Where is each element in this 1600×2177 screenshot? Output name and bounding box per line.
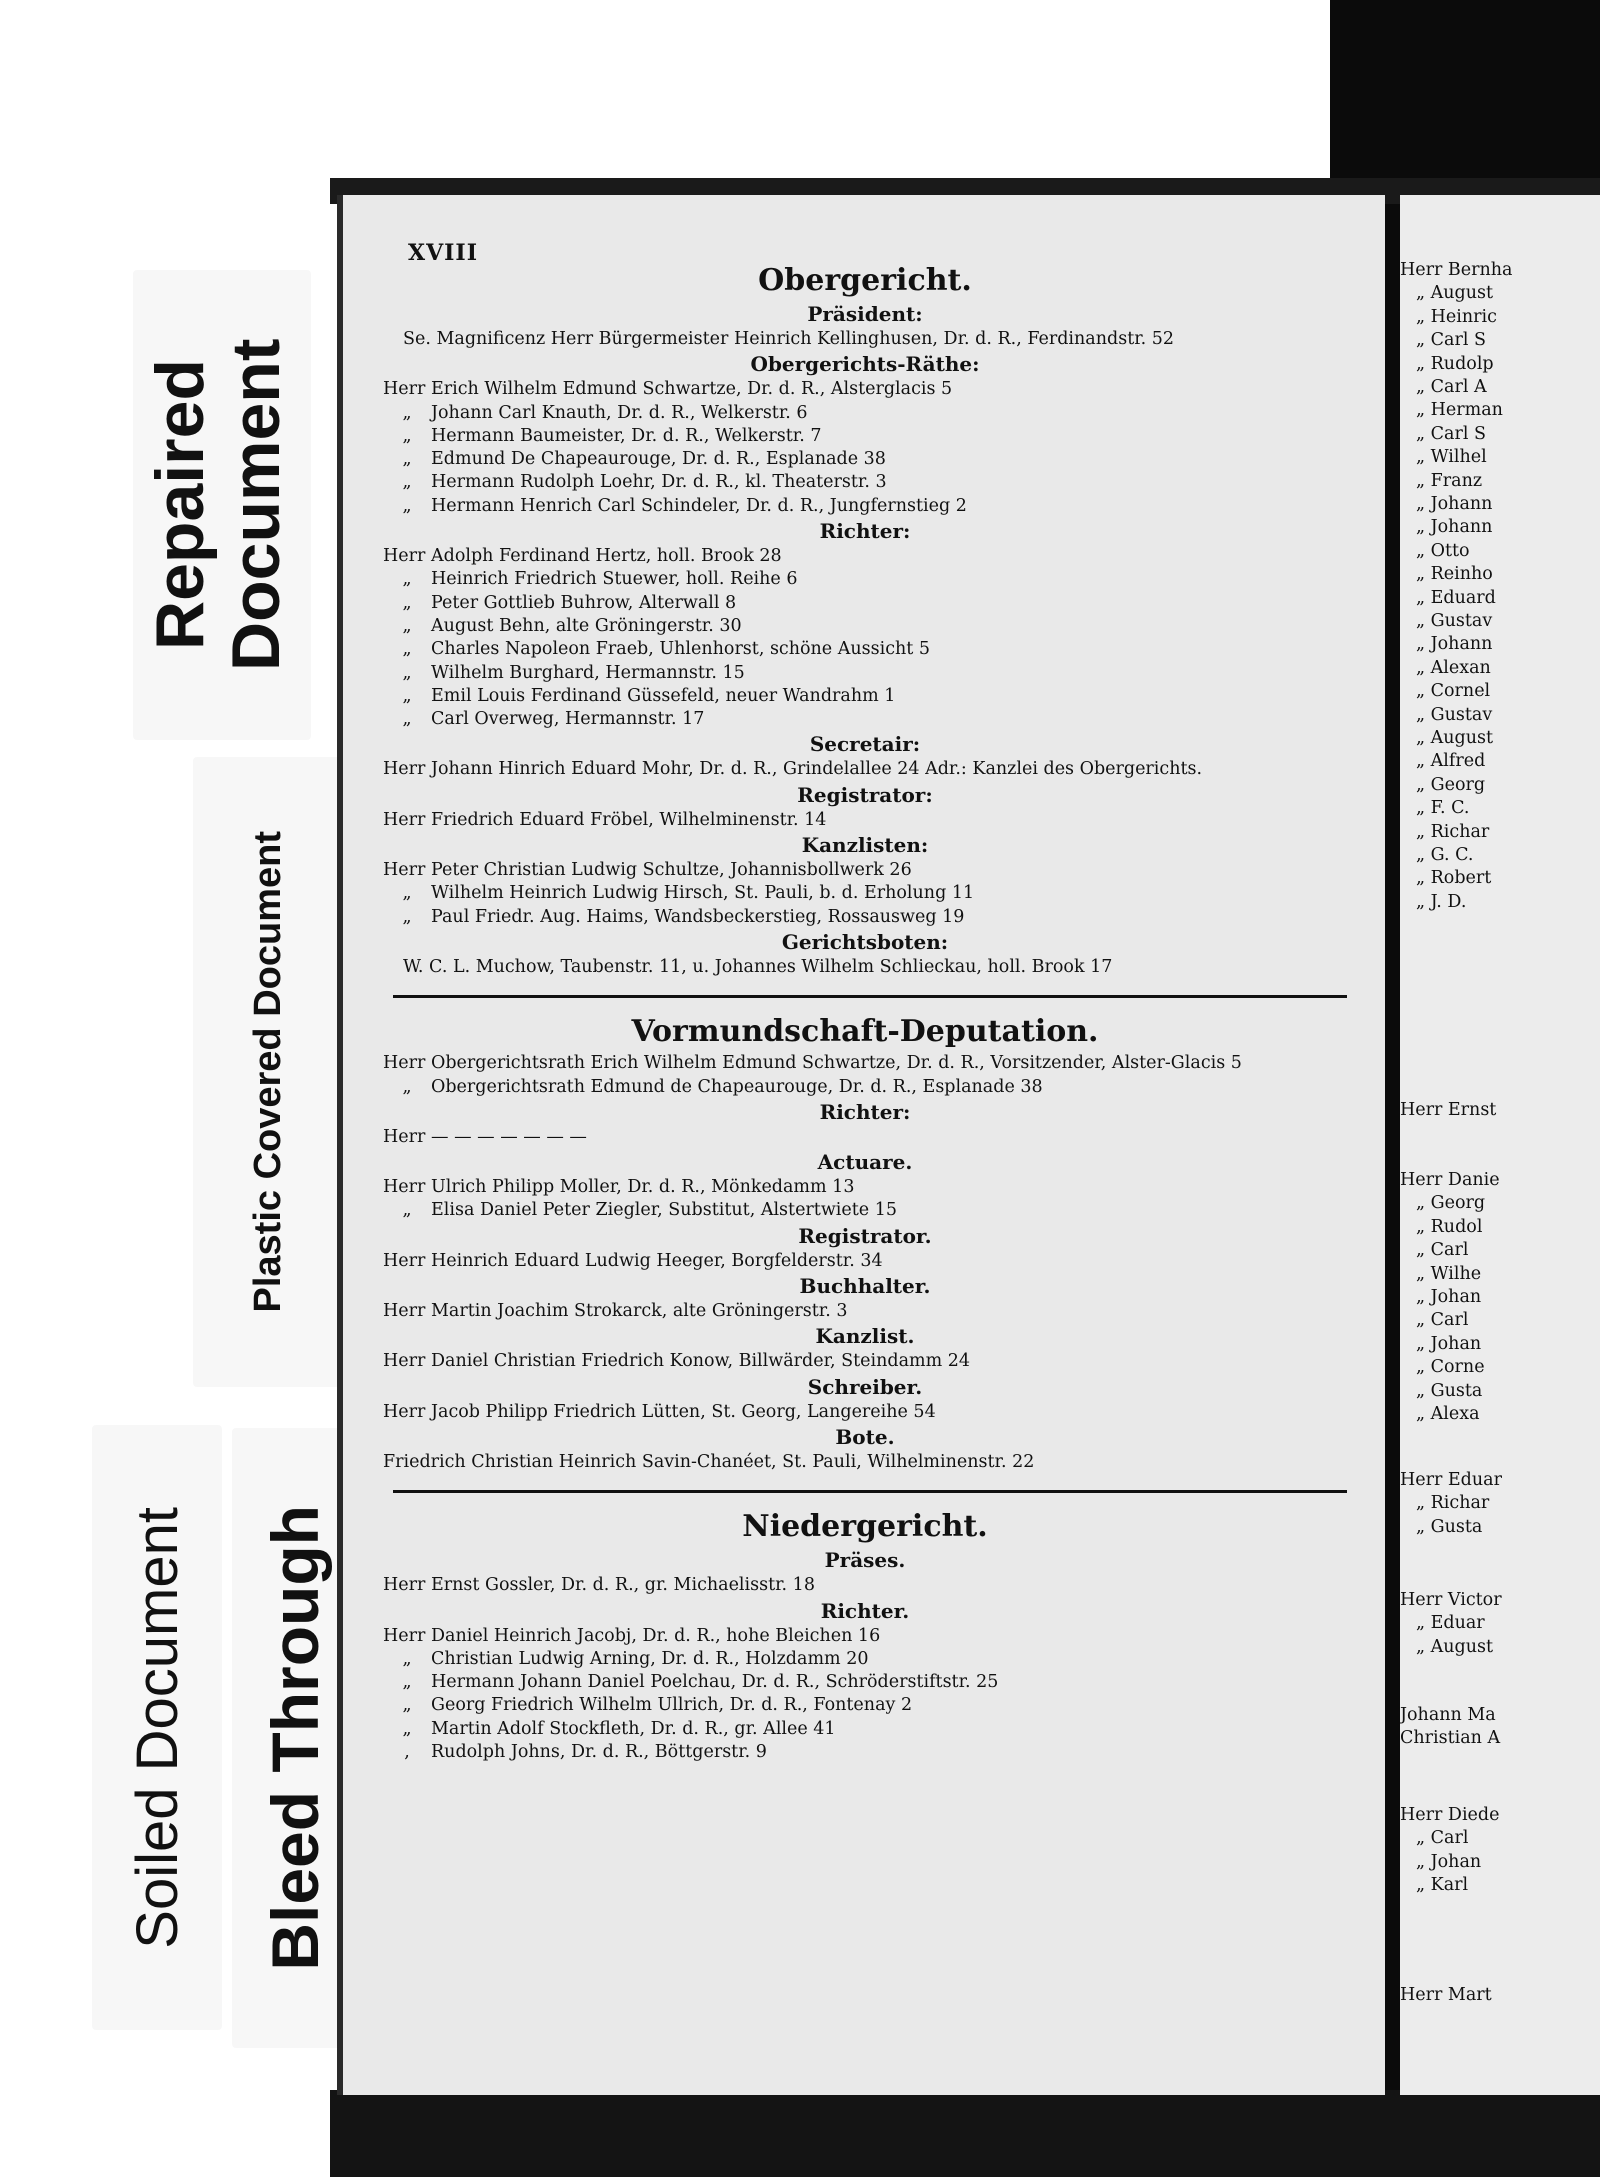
- list-item: [383, 545, 1347, 568]
- adjacent-line: „ Wilhe: [1416, 1263, 1482, 1284]
- list-item: [383, 638, 1347, 661]
- vm-richter-heading: Richter:: [819, 1099, 911, 1124]
- entry-text: Christian Ludwig Arning, Dr. d. R., Holzdamm 20: [431, 1648, 869, 1669]
- adjacent-line: „ Robert: [1416, 868, 1492, 889]
- adjacent-line: „ Eduar: [1416, 1613, 1485, 1634]
- list-item: [383, 1076, 1347, 1099]
- page-number: XVIII: [408, 240, 479, 266]
- entry-text: Wilhelm Burghard, Hermannstr. 15: [431, 662, 745, 683]
- entry-text: Paul Friedr. Aug. Haims, Wandsbeckerstieg, Rossausweg 19: [431, 906, 965, 927]
- kanzlist-entry: Herr Daniel Christian Friedrich Konow, Billwärder, Steindamm 24: [383, 1351, 971, 1372]
- adjacent-line: „ Corne: [1416, 1357, 1485, 1378]
- adjacent-line: „ Johann: [1416, 517, 1493, 538]
- entry-prefix: „: [402, 1648, 412, 1669]
- entry-text: Peter Christian Ludwig Schultze, Johannisbollwerk 26: [431, 860, 912, 881]
- adjacent-line: Johann Ma: [1400, 1705, 1496, 1725]
- praesident-heading: Präsident:: [807, 302, 923, 326]
- entry-text: Carl Overweg, Hermannstr. 17: [431, 709, 705, 730]
- schreiber-heading: Schreiber.: [807, 1374, 923, 1399]
- entry-text: Ulrich Philipp Moller, Dr. d. R., Mönkedamm 13: [431, 1177, 855, 1198]
- adjacent-line: „ J. D.: [1416, 891, 1467, 912]
- entry-prefix: Herr: [383, 1053, 426, 1074]
- registrator-heading: Registrator:: [797, 782, 933, 807]
- label-soiled-document: Soiled Document: [92, 1425, 222, 2030]
- adjacent-line: „ Georg: [1416, 774, 1486, 795]
- adjacent-line: „ Carl: [1416, 1310, 1469, 1331]
- kanzlisten-heading: Kanzlisten:: [801, 833, 929, 858]
- adjacent-line: „ Rudol: [1416, 1216, 1483, 1237]
- adjacent-line: „ Wilhel: [1416, 447, 1487, 468]
- entry-prefix: „: [402, 495, 412, 516]
- list-item: [383, 1671, 1347, 1694]
- adjacent-line: Herr Mart: [1400, 1985, 1492, 2005]
- secretair-entry: Herr Johann Hinrich Eduard Mohr, Dr. d. R., Grindelallee 24 Adr.: Kanzlei des Obergerichts.: [383, 759, 1203, 780]
- vm-richter-entry: Herr — — — — — — —: [383, 1126, 587, 1147]
- entry-text: Martin Adolf Stockfleth, Dr. d. R., gr. Allee 41: [431, 1718, 836, 1739]
- entry-prefix: „: [402, 449, 412, 470]
- entry-text: Hermann Baumeister, Dr. d. R., Welkerstr. 7: [431, 425, 822, 446]
- secretair-heading: Secretair:: [809, 732, 921, 757]
- adjacent-line: „ Carl S: [1416, 330, 1486, 351]
- entry-text: Elisa Daniel Peter Ziegler, Substitut, Alstertwiete 15: [431, 1200, 897, 1221]
- adjacent-line: „ Herman: [1416, 400, 1503, 421]
- adjacent-line: Christian A: [1400, 1728, 1501, 1749]
- entry-text: Daniel Heinrich Jacobj, Dr. d. R., hohe Bleichen 16: [431, 1625, 881, 1646]
- section-title-obergericht: Obergericht.: [758, 263, 972, 298]
- adjacent-line: „ Johann: [1416, 494, 1493, 514]
- ng-richter-heading: Richter.: [820, 1598, 910, 1623]
- adjacent-line: „ Carl A: [1416, 377, 1487, 397]
- list-item: [383, 495, 1347, 518]
- list-item: [383, 708, 1347, 731]
- adjacent-line: „ Eduard: [1416, 587, 1496, 608]
- adjacent-line: „ F. C.: [1416, 798, 1470, 819]
- entry-prefix: „: [402, 709, 412, 730]
- adjacent-line: Herr Diede: [1400, 1805, 1500, 1825]
- bote-entry: Friedrich Christian Heinrich Savin-Chanéet, St. Pauli, Wilhelminenstr. 22: [383, 1451, 1035, 1472]
- adjacent-line: „ Carl S: [1416, 423, 1486, 444]
- list-item: [383, 592, 1347, 615]
- entry-prefix: Herr: [383, 1625, 426, 1646]
- adjacent-line: „ Richar: [1416, 821, 1490, 842]
- book-edge-bottom: [330, 2090, 1600, 2177]
- registrator-entry: Herr Friedrich Eduard Fröbel, Wilhelminenstr. 14: [383, 809, 827, 830]
- adjacent-line: „ Alexa: [1416, 1404, 1480, 1424]
- buchhalter-heading: Buchhalter.: [799, 1274, 931, 1299]
- raethe-heading: Obergerichts-Räthe:: [750, 352, 980, 377]
- list-item: [383, 859, 1347, 882]
- entry-prefix: ,: [404, 1741, 410, 1762]
- list-item: [383, 1176, 1347, 1199]
- adjacent-line: „ Franz: [1416, 470, 1483, 491]
- entry-prefix: „: [402, 425, 412, 446]
- entry-text: Georg Friedrich Wilhelm Ullrich, Dr. d. R., Fontenay 2: [431, 1695, 913, 1716]
- praeses-entry: Herr Ernst Gossler, Dr. d. R., gr. Michaelisstr. 18: [383, 1575, 815, 1596]
- adjacent-line: „ Reinho: [1416, 564, 1493, 585]
- adjacent-line: „ Richar: [1416, 1493, 1490, 1514]
- list-item: [383, 448, 1347, 471]
- schreiber-entry: Herr Jacob Philipp Friedrich Lütten, St. Georg, Langereihe 54: [383, 1401, 936, 1422]
- entry-prefix: „: [402, 592, 412, 613]
- adjacent-line: „ Johan: [1416, 1287, 1482, 1307]
- list-item: [383, 615, 1347, 638]
- adjacent-line: Herr Bernha: [1400, 260, 1513, 280]
- list-item: [383, 906, 1347, 929]
- adjacent-page: [1400, 195, 1600, 2095]
- praesident-entry: Se. Magnificenz Herr Bürgermeister Heinrich Kellinghusen, Dr. d. R., Ferdinandstr. 52: [403, 329, 1175, 349]
- list-item: [383, 662, 1347, 685]
- entry-text: Heinrich Friedrich Stuewer, holl. Reihe 6: [431, 569, 798, 590]
- adjacent-line: „ Johan: [1416, 1851, 1482, 1872]
- list-item: [383, 882, 1347, 905]
- list-item: [383, 425, 1347, 448]
- adjacent-line: „ Otto: [1416, 540, 1470, 561]
- adjacent-line: Herr Danie: [1400, 1170, 1500, 1190]
- document-page: [337, 195, 1385, 2095]
- entry-text: Emil Louis Ferdinand Güssefeld, neuer Wandrahm 1: [431, 685, 896, 706]
- adjacent-line: „ Gusta: [1416, 1380, 1483, 1401]
- adjacent-line: Herr Ernst: [1400, 1100, 1497, 1120]
- divider-rule-2: [393, 1490, 1347, 1493]
- adjacent-line: „ Gustav: [1416, 704, 1493, 725]
- list-item: [383, 378, 1347, 401]
- entry-text: Charles Napoleon Fraeb, Uhlenhorst, schöne Aussicht 5: [431, 639, 930, 660]
- entry-prefix: „: [402, 639, 412, 660]
- entry-prefix: „: [402, 1718, 412, 1739]
- entry-prefix: „: [402, 1695, 412, 1716]
- gerichtsboten-heading: Gerichtsboten:: [781, 929, 949, 954]
- raethe-list: [383, 378, 1347, 518]
- entry-prefix: „: [402, 1200, 412, 1221]
- adjacent-line: „ Carl: [1416, 1828, 1469, 1849]
- list-item: [383, 685, 1347, 708]
- list-item: [383, 1625, 1347, 1648]
- entry-text: Hermann Rudolph Loehr, Dr. d. R., kl. Theaterstr. 3: [431, 472, 887, 493]
- kanzlisten-list: [383, 859, 1347, 929]
- entry-prefix: „: [402, 1076, 412, 1097]
- vm-registrator-heading: Registrator.: [798, 1223, 932, 1248]
- entry-prefix: „: [402, 662, 412, 683]
- vormund-members-list: [383, 1052, 1347, 1099]
- entry-text: Erich Wilhelm Edmund Schwartze, Dr. d. R., Alsterglacis 5: [431, 379, 953, 400]
- list-item: [383, 568, 1347, 591]
- divider-rule: [393, 995, 1347, 998]
- entry-text: Edmund De Chapeaurouge, Dr. d. R., Esplanade 38: [431, 449, 886, 470]
- entry-text: Hermann Johann Daniel Poelchau, Dr. d. R., Schröderstiftstr. 25: [431, 1672, 999, 1693]
- list-item: [383, 1718, 1347, 1741]
- section-title-vormundschaft: Vormundschaft-Deputation.: [631, 1014, 1099, 1050]
- adjacent-line: „ Georg: [1416, 1193, 1486, 1214]
- richter-list: [383, 545, 1347, 731]
- adjacent-line: „ Carl: [1416, 1240, 1469, 1261]
- entry-prefix: „: [402, 402, 412, 423]
- list-item: [383, 1694, 1347, 1717]
- entry-text: Adolph Ferdinand Hertz, holl. Brook 28: [431, 546, 782, 567]
- adjacent-line: „ August: [1416, 283, 1494, 304]
- list-item: [383, 471, 1347, 494]
- entry-prefix: Herr: [383, 1177, 426, 1198]
- adjacent-line: Herr Victor: [1400, 1590, 1502, 1610]
- list-item: [383, 1199, 1347, 1222]
- adjacent-line: Herr Eduar: [1400, 1470, 1502, 1490]
- ng-richter-list: [383, 1625, 1347, 1765]
- actuare-list: [383, 1176, 1347, 1223]
- praeses-heading: Präses.: [824, 1548, 906, 1573]
- actuare-heading: Actuare.: [817, 1150, 913, 1175]
- list-item: [383, 402, 1347, 425]
- entry-prefix: „: [402, 1672, 412, 1693]
- adjacent-line: „ August: [1416, 728, 1494, 748]
- list-item: [383, 1052, 1347, 1075]
- entry-prefix: „: [402, 569, 412, 590]
- entry-text: Obergerichtsrath Erich Wilhelm Edmund Schwartze, Dr. d. R., Vorsitzender, Alster-Glacis 5: [431, 1053, 1242, 1074]
- bote-heading: Bote.: [835, 1424, 895, 1449]
- entry-prefix: Herr: [383, 546, 426, 567]
- entry-prefix: „: [402, 472, 412, 493]
- entry-text: Wilhelm Heinrich Ludwig Hirsch, St. Pauli, b. d. Erholung 11: [431, 883, 975, 904]
- list-item: [383, 1741, 1347, 1764]
- entry-text: Rudolph Johns, Dr. d. R., Böttgerstr. 9: [431, 1741, 767, 1762]
- entry-prefix: „: [402, 906, 412, 927]
- vm-registrator-entry: Herr Heinrich Eduard Ludwig Heeger, Borgfelderstr. 34: [383, 1250, 883, 1271]
- adjacent-line: „ Heinric: [1416, 306, 1497, 327]
- entry-text: Hermann Henrich Carl Schindeler, Dr. d. R., Jungfernstieg 2: [431, 495, 967, 516]
- entry-text: August Behn, alte Gröningerstr. 30: [431, 615, 742, 636]
- adjacent-line: „ Gusta: [1416, 1516, 1483, 1537]
- adjacent-line: „ Gustav: [1416, 611, 1493, 631]
- adjacent-line: „ Alexan: [1416, 657, 1491, 678]
- kanzlist-heading: Kanzlist.: [815, 1324, 915, 1349]
- gerichtsboten-entry: W. C. L. Muchow, Taubenstr. 11, u. Johannes Wilhelm Schlieckau, holl. Brook 17: [403, 956, 1113, 977]
- entry-prefix: Herr: [383, 379, 426, 400]
- adjacent-line: „ Karl: [1416, 1875, 1469, 1896]
- list-item: [383, 1648, 1347, 1671]
- entry-text: Peter Gottlieb Buhrow, Alterwall 8: [431, 592, 737, 613]
- entry-prefix: „: [402, 615, 412, 636]
- label-plastic-covered: Plastic Covered Document: [193, 757, 343, 1387]
- entry-prefix: „: [402, 883, 412, 904]
- entry-text: Obergerichtsrath Edmund de Chapeaurouge, Dr. d. R., Esplanade 38: [431, 1076, 1043, 1097]
- section-title-niedergericht: Niedergericht.: [742, 1509, 988, 1545]
- adjacent-line: „ Johan: [1416, 1333, 1482, 1354]
- entry-prefix: „: [402, 685, 412, 706]
- adjacent-line: „ G. C.: [1416, 845, 1474, 865]
- adjacent-line: „ Alfred: [1416, 751, 1486, 772]
- adjacent-line: „ Johann: [1416, 634, 1493, 655]
- label-repaired-document: Repaired Document: [133, 270, 311, 740]
- buchhalter-entry: Herr Martin Joachim Strokarck, alte Gröningerstr. 3: [383, 1301, 848, 1322]
- adjacent-line: „ Rudolp: [1416, 353, 1494, 374]
- entry-text: Johann Carl Knauth, Dr. d. R., Welkerstr. 6: [431, 402, 808, 423]
- adjacent-line: „ August: [1416, 1636, 1494, 1657]
- richter-heading: Richter:: [819, 519, 911, 544]
- adjacent-line: „ Cornel: [1416, 681, 1491, 702]
- entry-prefix: Herr: [383, 860, 426, 881]
- label-bleed-through: Bleed Through: [232, 1428, 357, 2048]
